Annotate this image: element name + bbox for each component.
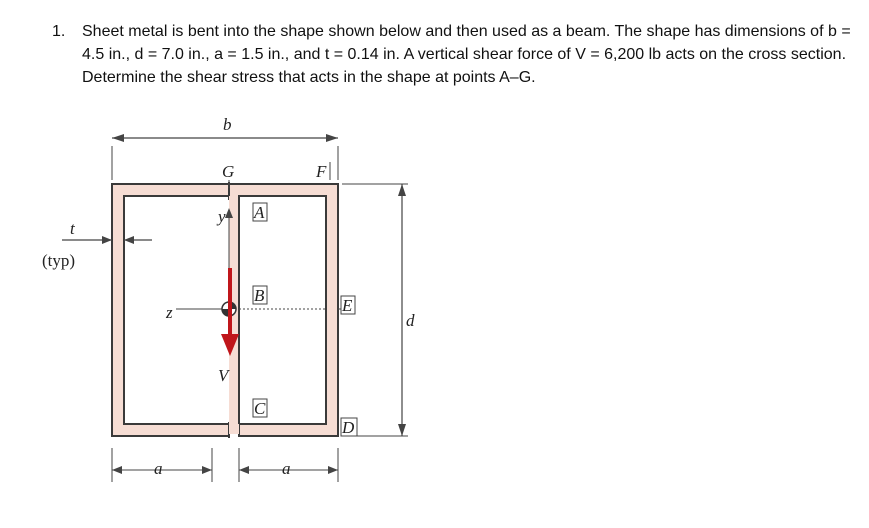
label-typ: (typ) xyxy=(42,251,76,270)
a-right-arrow-l xyxy=(239,466,249,474)
label-a-right: a xyxy=(282,459,291,478)
label-V: V xyxy=(218,366,229,385)
label-b: b xyxy=(223,115,232,134)
label-a-left: a xyxy=(154,459,163,478)
problem-text: Sheet metal is bent into the shape shown below and then used as a beam. The shape has dimensions of b = 4.5 in., d = 7.0 in., a = 1.5 in., and t = 0.14 in. A vertical shear force of V = 6,200 lb acts on the cross section. Determine the shear stress that acts in the shape at points A–G. xyxy=(82,23,851,86)
t-arrow-right-head xyxy=(124,236,134,244)
d-arrow-top xyxy=(398,184,406,196)
right-channel-shape xyxy=(229,184,338,436)
centroid-quadrant-2 xyxy=(222,309,229,316)
t-arrow-left-head xyxy=(102,236,112,244)
dimension-b-arrow-left xyxy=(112,134,124,142)
problem-number: 1. xyxy=(52,23,66,40)
label-point-E: E xyxy=(342,296,353,315)
label-point-C: C xyxy=(254,399,266,418)
a-right-arrow-r xyxy=(328,466,338,474)
label-point-D: D xyxy=(342,418,355,437)
label-point-B: B xyxy=(254,286,265,305)
a-left-arrow-l xyxy=(112,466,122,474)
label-point-A: A xyxy=(254,203,265,222)
a-left-arrow-r xyxy=(202,466,212,474)
label-t: t xyxy=(70,219,75,238)
label-point-G: G xyxy=(222,162,235,181)
label-y: y xyxy=(218,207,226,226)
d-arrow-bottom xyxy=(398,424,406,436)
label-z: z xyxy=(166,303,173,322)
label-d: d xyxy=(406,311,415,330)
dimension-b-arrow-right xyxy=(326,134,338,142)
label-point-F: F xyxy=(316,162,327,181)
